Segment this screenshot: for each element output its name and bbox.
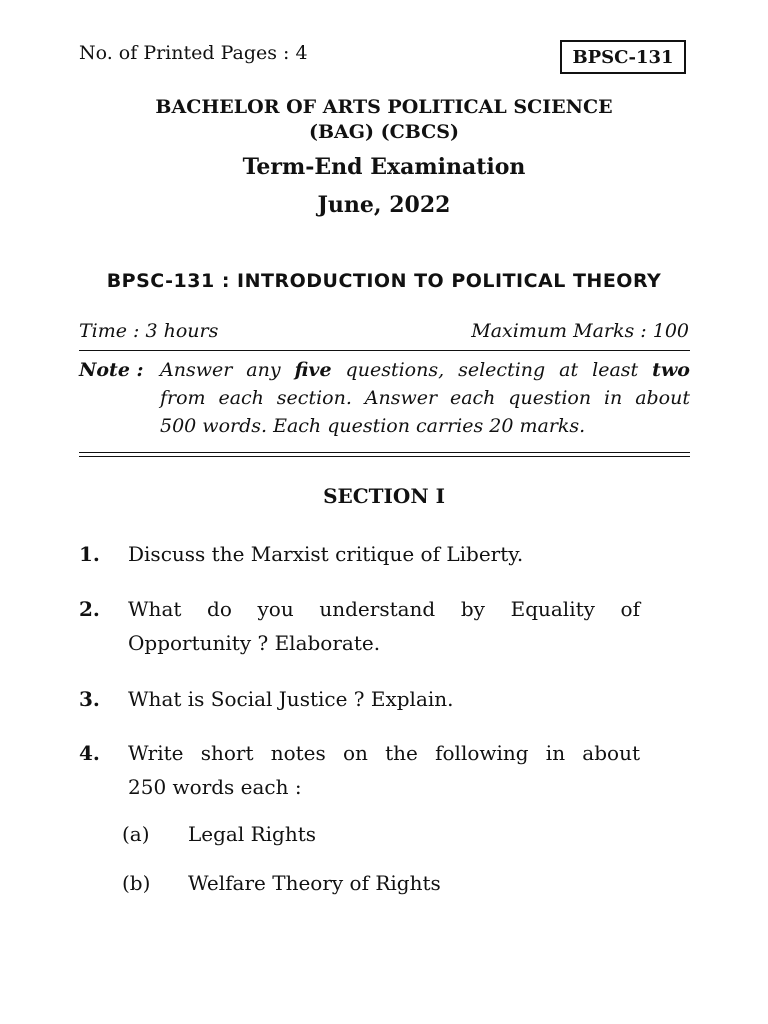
question-item (79, 736, 640, 804)
note-text: Answer any (160, 359, 295, 381)
exam-title: Term-End Examination (242, 154, 526, 180)
section-heading: SECTION I (323, 484, 445, 508)
subpart-label: (b) (122, 871, 151, 895)
question-item (79, 537, 640, 571)
note-emphasis: two (652, 359, 690, 381)
question-line: Discuss the Marxist critique of Liberty. (128, 542, 524, 566)
note-line-2: from each section. Answer each question in about (160, 387, 690, 409)
divider (79, 350, 690, 351)
question-subpart (122, 822, 316, 846)
question-number: 3. (79, 687, 100, 711)
instructions-note (79, 356, 690, 440)
question-number: 1. (79, 542, 100, 566)
printed-pages-count: No. of Printed Pages : 4 (79, 42, 308, 64)
question-number: 4. (79, 741, 100, 765)
question-line: What do you understand by Equality of (128, 597, 640, 621)
question-line: 250 words each : (128, 775, 302, 799)
course-code-badge: BPSC-131 (560, 40, 686, 74)
exam-session: June, 2022 (317, 192, 451, 218)
subpart-text: Welfare Theory of Rights (188, 871, 441, 895)
programme-subtitle: (BAG) (CBCS) (309, 121, 459, 143)
note-text: questions, selecting at least (331, 359, 653, 381)
question-text (128, 592, 640, 660)
note-label: Note : (79, 359, 144, 381)
double-divider (79, 452, 690, 457)
course-title: BPSC-131 : INTRODUCTION TO POLITICAL THEORY (106, 270, 662, 292)
note-line-1 (160, 356, 690, 384)
question-subpart (122, 871, 441, 895)
subpart-label: (a) (122, 822, 150, 846)
question-number: 2. (79, 597, 100, 621)
note-body (160, 356, 690, 440)
maximum-marks: Maximum Marks : 100 (471, 320, 689, 342)
note-line-3: 500 words. Each question carries 20 marks. (160, 415, 586, 437)
question-line: Opportunity ? Elaborate. (128, 631, 381, 655)
subpart-text: Legal Rights (188, 822, 317, 846)
note-emphasis: five (294, 359, 332, 381)
question-text (128, 682, 640, 716)
programme-title: BACHELOR OF ARTS POLITICAL SCIENCE (155, 96, 613, 118)
question-line: Write short notes on the following in about (128, 741, 640, 765)
question-item (79, 592, 640, 660)
time-allowed: Time : 3 hours (79, 320, 219, 342)
question-text (128, 736, 640, 804)
question-item (79, 682, 640, 716)
question-text (128, 537, 640, 571)
question-line: What is Social Justice ? Explain. (128, 687, 454, 711)
